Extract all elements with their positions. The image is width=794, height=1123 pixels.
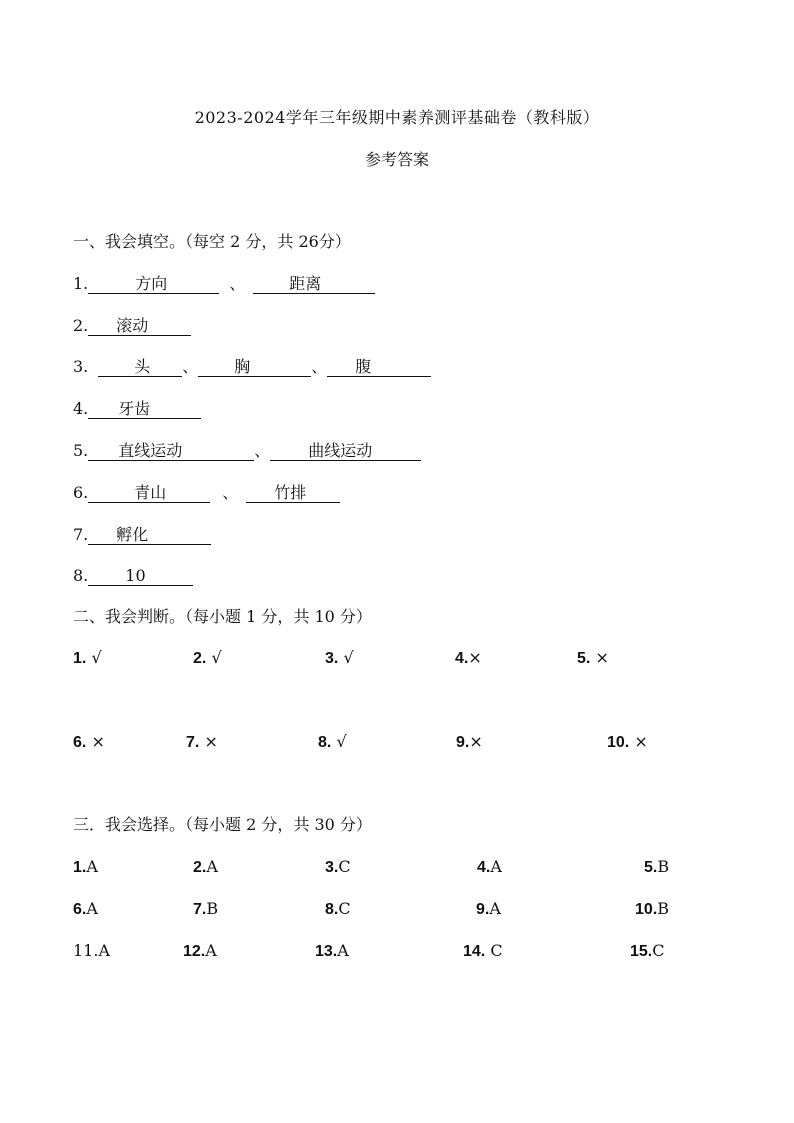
answer-blank: 胸 xyxy=(198,358,311,377)
answer-blank: 孵化 xyxy=(88,526,211,545)
section1-heading: 一、我会填空。（每空 2 分，共 26分） xyxy=(73,232,351,251)
item-number: 7. xyxy=(73,525,89,544)
document-subtitle: 参考答案 xyxy=(364,150,429,169)
judge-item-3: 3. √ xyxy=(325,648,354,667)
answer-blank: 滚动 xyxy=(88,317,191,336)
answer-blank: 距离 xyxy=(253,275,375,294)
choice-item-15: 15.C xyxy=(630,941,665,960)
judge-item-5: 5. × xyxy=(577,648,609,667)
judge-item-2: 2. √ xyxy=(193,648,222,667)
fill-item-6 xyxy=(73,483,340,503)
choice-item-1: 1.A xyxy=(73,857,98,876)
item-number: 3. xyxy=(73,357,89,376)
fill-item-7 xyxy=(73,525,211,545)
document-title: 2023-2024学年三年级期中素养测评基础卷（教科版） xyxy=(194,108,600,127)
separator: 、 xyxy=(182,357,199,376)
answer-blank: 腹 xyxy=(327,358,431,377)
choice-item-8: 8.C xyxy=(325,899,351,918)
choice-item-4: 4.A xyxy=(477,857,502,876)
choice-item-13: 13.A xyxy=(315,941,349,960)
choice-item-2: 2.A xyxy=(193,857,218,876)
judge-item-4: 4.× xyxy=(455,648,482,667)
separator: 、 xyxy=(254,441,271,460)
choice-item-10: 10.B xyxy=(635,899,670,918)
item-number: 5. xyxy=(73,441,89,460)
fill-item-8 xyxy=(73,566,193,586)
section3-heading: 三．我会选择。（每小题 2 分，共 30 分） xyxy=(73,815,372,834)
choice-item-3: 3.C xyxy=(325,857,351,876)
choice-item-12: 12.A xyxy=(183,941,217,960)
separator: 、 xyxy=(222,483,239,502)
answer-blank: 10 xyxy=(88,567,193,586)
judge-item-9: 9.× xyxy=(456,732,483,751)
answer-blank: 头 xyxy=(98,358,182,377)
choice-item-5: 5.B xyxy=(644,857,670,876)
fill-item-4 xyxy=(73,399,201,419)
fill-item-5 xyxy=(73,441,421,461)
item-number: 4. xyxy=(73,399,89,418)
judge-item-8: 8. √ xyxy=(318,732,347,751)
fill-item-2 xyxy=(73,316,191,336)
answer-blank: 青山 xyxy=(88,484,210,503)
item-number: 8. xyxy=(73,566,89,585)
choice-item-11: 11.A xyxy=(73,941,111,960)
judge-item-1: 1. √ xyxy=(73,648,102,667)
answer-blank: 曲线运动 xyxy=(270,442,421,461)
choice-item-7: 7.B xyxy=(193,899,219,918)
answer-blank: 方向 xyxy=(88,275,219,294)
judge-item-7: 7. × xyxy=(186,732,218,751)
section2-heading: 二、我会判断。（每小题 1 分，共 10 分） xyxy=(73,607,372,626)
fill-item-1 xyxy=(73,274,375,294)
separator: 、 xyxy=(311,357,328,376)
judge-item-10: 10. × xyxy=(607,732,648,751)
answer-blank: 牙齿 xyxy=(88,400,201,419)
answer-blank: 直线运动 xyxy=(88,442,254,461)
item-number: 2. xyxy=(73,316,89,335)
item-number: 1. xyxy=(73,274,89,293)
choice-item-14: 14. C xyxy=(463,941,503,960)
answer-blank: 竹排 xyxy=(246,484,340,503)
separator: 、 xyxy=(229,274,246,293)
item-number: 6. xyxy=(73,483,89,502)
choice-item-6: 6.A xyxy=(73,899,98,918)
choice-item-9: 9.A xyxy=(476,899,501,918)
fill-item-3 xyxy=(73,357,431,377)
judge-item-6: 6. × xyxy=(73,732,105,751)
